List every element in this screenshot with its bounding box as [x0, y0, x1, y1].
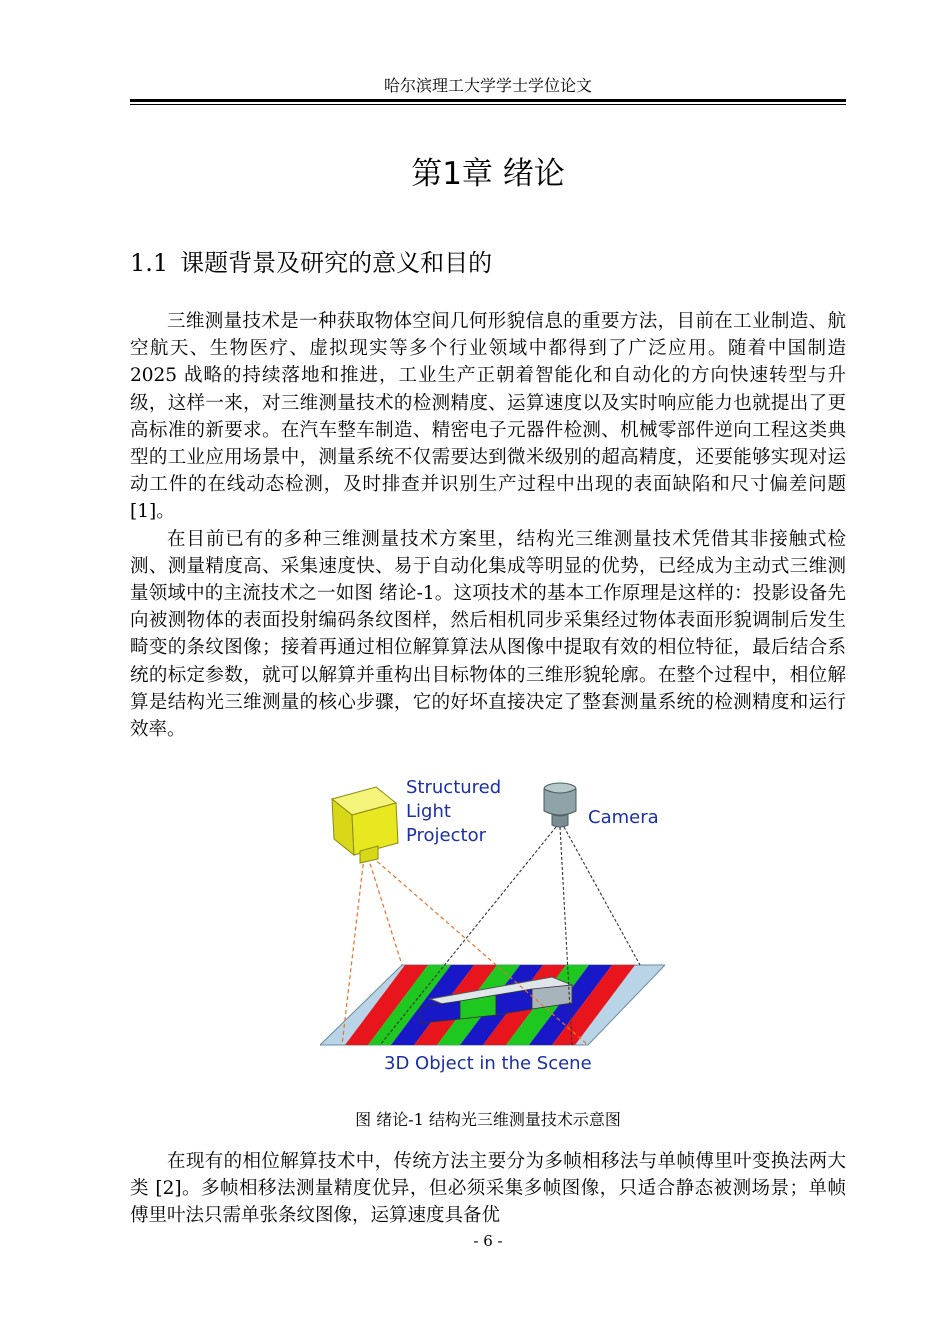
- section-heading-text: 课题背景及研究的意义和目的: [180, 249, 493, 277]
- section-number: 1.1: [130, 249, 169, 277]
- camera-icon: [544, 783, 576, 827]
- chapter-title: 第1章 绪论: [411, 156, 565, 192]
- header-rule-thick: [130, 99, 846, 102]
- body-block-2: [130, 1148, 846, 1230]
- running-header: 哈尔滨理工大学学士学位论文: [383, 76, 592, 95]
- paragraph-3: 在现有的相位解算技术中，传统方法主要分为多帧相移法与单帧傅里叶变换法两大类 [2]。多帧相移法测量精度优异，但必须采集多帧图像，只适合静态被测场景；单帧傅里叶法只需单张条纹图像，运算速度具备优: [130, 1151, 846, 1227]
- paragraph-2: 在目前已有的多种三维测量技术方案里，结构光三维测量技术凭借其非接触式检测、测量精度高、采集速度快、易于自动化集成等明显的优势，已经成为主动式三维测量领域中的主流技术之一如图 绪论-1。这项技术的基本工作原理是这样的：投影设备先向被测物体的表面投射编码条纹图样，然后相机同步采集经过物体表面形貌调制后发生畸变的条纹图像；接着再通过相位解算算法从图像中提取有效的相位特征，最后结合系统的标定参数，就可以解算并重构出目标物体的三维形貌轮廓。在整个过程中，相位解算是结构光三维测量的核心步骤，它的好坏直接决定了整套测量系统的检测精度和运行效率。: [130, 528, 846, 741]
- label-projector-line3: Projector: [406, 825, 486, 846]
- figure-caption: 图 绪论-1 结构光三维测量技术示意图: [355, 1110, 621, 1129]
- structured-light-figure: [320, 771, 665, 1076]
- label-projector-line2: Light: [406, 801, 451, 822]
- figure-svg: [320, 771, 665, 1076]
- projector-icon: [332, 787, 398, 863]
- projector-ray-2: [368, 857, 402, 965]
- camera-ray-3: [564, 827, 640, 965]
- label-projector-line1: Structured: [406, 777, 502, 798]
- label-camera: Camera: [588, 807, 659, 828]
- paragraph-1: 三维测量技术是一种获取物体空间几何形貌信息的重要方法，目前在工业制造、航空航天、生物医疗、虚拟现实等多个行业领域中都得到了广泛应用。随着中国制造 2025 战略的持续落地和推进，工业生产正朝着智能化和自动化的方向快速转型与升级，这样一来，对三维测量技术的检测精度、运算速度以及实时响应能力也就提出了更高标准的新要求。在汽车整车制造、精密电子元器件检测、机械零部件逆向工程这类典型的工业应用场景中，测量系统不仅需要达到微米级别的超高精度，还要能够实现对运动工件的在线动态检测，及时排查并识别生产过程中出现的表面缺陷和尺寸偏差问题[1]。: [130, 311, 846, 523]
- header-rule-thin: [130, 104, 846, 105]
- body-block-1: [130, 308, 846, 743]
- section-title: [130, 245, 846, 281]
- label-scene: 3D Object in the Scene: [384, 1053, 592, 1074]
- page-number: - 6 -: [473, 1232, 503, 1250]
